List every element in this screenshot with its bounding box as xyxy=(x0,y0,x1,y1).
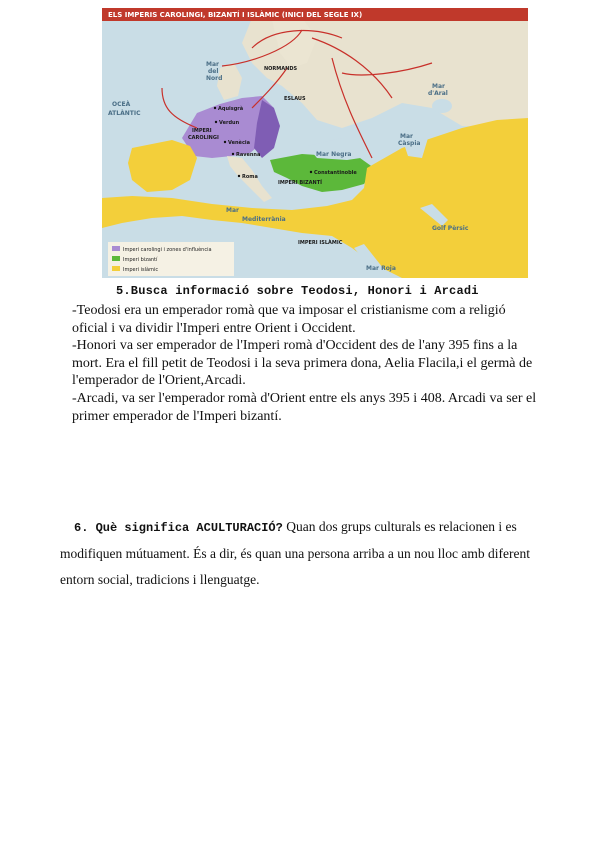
map-label: Mar xyxy=(206,61,219,68)
map-label: Roma xyxy=(242,174,258,180)
city-dot xyxy=(215,121,217,123)
map-label: Mar Roja xyxy=(366,265,396,272)
legend-label: Imperi bizantí xyxy=(123,257,158,263)
city-dot xyxy=(224,141,226,143)
map-label: Mar Negra xyxy=(316,151,352,158)
map-label: Mar xyxy=(226,207,239,214)
map-label: IMPERI BIZANTÍ xyxy=(278,180,322,186)
map-label: Càspia xyxy=(398,140,421,147)
map-label: OCEÀ xyxy=(112,101,131,108)
question-6 xyxy=(60,514,540,593)
city-dot xyxy=(310,171,312,173)
map-label: Ravenna xyxy=(236,152,261,158)
legend-label: Imperi carolingi i zones d'influència xyxy=(123,247,212,253)
map-label: d'Aral xyxy=(428,90,448,97)
map-label: IMPERI xyxy=(192,128,212,134)
map-label: ESLAUS xyxy=(284,96,306,102)
answer-paragraph-teodosi: -Teodosi era un emperador romà que va imposar el cristianisme com a religió oficial i va dividir l'Imperi entre Orient i Occident. xyxy=(72,303,506,336)
map-label: Mediterrània xyxy=(242,216,286,223)
question-6-answer: Quan dos grups culturals es relacionen i es modifiquen mútuament. És a dir, és quan una persona arriba a un nou lloc amb diferent entorn social, tradicions i llenguatge. xyxy=(60,519,530,587)
map-label: Mar xyxy=(432,83,445,90)
legend-swatch-islamic xyxy=(112,266,120,271)
map-label: NORMANDS xyxy=(264,66,298,72)
map-label: CAROLINGI xyxy=(188,135,219,141)
map-label: IMPERI ISLÀMIC xyxy=(298,240,343,246)
map-label: Verdun xyxy=(219,120,240,126)
map-title: ELS IMPERIS CAROLINGI, BIZANTÍ I ISLÀMIC (INICI DEL SEGLE IX) xyxy=(108,11,363,19)
legend-swatch-carolingian xyxy=(112,246,120,251)
map-label: del xyxy=(208,68,219,75)
map-aral-sea xyxy=(432,99,452,113)
map-label: Venècia xyxy=(228,140,250,146)
map-label: Nord xyxy=(206,75,223,82)
map-label: Mar xyxy=(400,133,413,140)
city-dot xyxy=(238,175,240,177)
answer-paragraph-arcadi: -Arcadi, va ser l'emperador romà d'Orient entre els anys 395 i 408. Arcadi va ser el primer emperador de l'Imperi bizantí. xyxy=(72,390,537,424)
city-dot xyxy=(214,107,216,109)
map-label: Golf Pèrsic xyxy=(432,225,469,232)
answer-paragraph-honori: -Honori va ser emperador de l'Imperi romà d'Occident des de l'any 395 fins a la mort. Era el fill petit de Teodosi i la seva primera dona, Aelia Flacila,i el germà de l'emperador de l'Orient,Arcadi. xyxy=(72,338,533,389)
map-label: Constantinoble xyxy=(314,170,357,176)
question-5-answer xyxy=(72,302,542,425)
map-label: ATLÀNTIC xyxy=(108,110,141,117)
historical-map xyxy=(102,8,528,278)
map-label: Aquisgrà xyxy=(218,106,244,112)
map-svg xyxy=(102,8,528,278)
question-6-heading: 6. Què significa ACULTURACIÓ? xyxy=(74,521,283,535)
city-dot xyxy=(232,153,234,155)
legend-swatch-byzantine xyxy=(112,256,120,261)
question-5-heading: 5.Busca informació sobre Teodosi, Honori i Arcadi xyxy=(116,284,479,298)
legend-label: Imperi islàmic xyxy=(123,267,159,273)
